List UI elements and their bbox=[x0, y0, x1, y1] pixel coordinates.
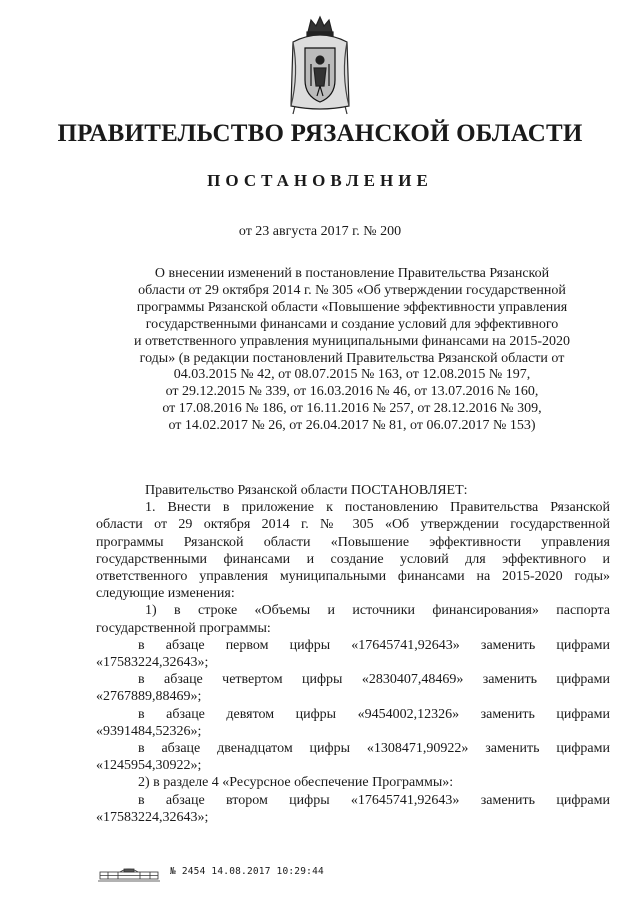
subject-line: государственными финансами и создание условий для эффективного bbox=[145, 316, 559, 332]
sub-item-value: «17583224,32643»; bbox=[96, 655, 209, 671]
subject-line: от 17.08.2016 № 186, от 16.11.2016 № 257, от 28.12.2016 № 309, bbox=[162, 401, 542, 417]
subject-line: от 14.02.2017 № 26, от 26.04.2017 № 81, от 06.07.2017 № 153) bbox=[168, 418, 536, 434]
sub-item-line: в абзаце втором цифры «17645741,92643» заменить цифрами bbox=[138, 792, 610, 808]
office-stamp-icon bbox=[94, 866, 164, 884]
government-title: ПРАВИТЕЛЬСТВО РЯЗАНСКОЙ ОБЛАСТИ bbox=[57, 120, 583, 147]
sub-item-value: «17583224,32643»; bbox=[96, 809, 209, 825]
subject-line: области от 29 октября 2014 г. № 305 «Об утверждении государственной bbox=[138, 282, 566, 298]
paragraph-line: государственными финансами и создание условий для эффективного и bbox=[96, 551, 610, 567]
subject-line: программы Рязанской области «Повышение эффективности управления bbox=[136, 299, 568, 315]
paragraph-line: 1. Внести в приложение к постановлению Правительства Рязанской bbox=[145, 500, 610, 516]
document-body bbox=[96, 482, 610, 826]
sub-item-line: в абзаце девятом цифры «9454002,12326» заменить цифрами bbox=[138, 706, 610, 722]
subject-line: от 29.12.2015 № 339, от 16.03.2016 № 46, от 13.07.2016 № 160, bbox=[165, 384, 539, 400]
sub-item-line: в абзаце первом цифры «17645741,92643» заменить цифрами bbox=[138, 637, 610, 653]
subject-line: и ответственного управления муниципальными финансами на 2015-2020 bbox=[133, 333, 571, 349]
sub-item-value: «1245954,30922»; bbox=[96, 758, 202, 774]
paragraph-line: области от 29 октября 2014 г. № 305 «Об утверждении государственной bbox=[96, 517, 610, 533]
subject-line: 04.03.2015 № 42, от 08.07.2015 № 163, от 12.08.2015 № 197, bbox=[173, 367, 531, 383]
subject-line: О внесении изменений в постановление Правительства Рязанской bbox=[154, 266, 550, 281]
list-item-line: 2) в разделе 4 «Ресурсное обеспечение Программы»: bbox=[138, 775, 454, 791]
sub-item-line: в абзаце двенадцатом цифры «1308471,90922» заменить цифрами bbox=[138, 741, 610, 757]
sub-item-value: «2767889,88469»; bbox=[96, 689, 202, 705]
subject-line: годы» (в редакции постановлений Правительства Рязанской области от bbox=[139, 350, 565, 366]
paragraph-line: ответственного управления муниципальными финансами на 2015-2020 годы» bbox=[96, 569, 610, 585]
registration-stamp: № 2454 14.08.2017 10:29:44 bbox=[170, 866, 324, 877]
ryazan-coat-of-arms-icon bbox=[287, 14, 353, 116]
list-item-line: 1) в строке «Объемы и источники финансирования» паспорта bbox=[145, 603, 610, 619]
sub-item-value: «9391484,52326»; bbox=[96, 723, 202, 739]
document-subject bbox=[100, 266, 604, 435]
document-type: ПОСТАНОВЛЕНИЕ bbox=[207, 171, 433, 190]
paragraph-line: программы Рязанской области «Повышение эффективности управления bbox=[96, 534, 610, 550]
paragraph-line: следующие изменения: bbox=[96, 586, 235, 602]
sub-item-line: в абзаце четвертом цифры «2830407,48469» заменить цифрами bbox=[138, 672, 610, 688]
decree-phrase: Правительство Рязанской области ПОСТАНОВЛЯЕТ: bbox=[145, 483, 468, 498]
document-date-number: от 23 августа 2017 г. № 200 bbox=[238, 224, 402, 239]
list-item-line: государственной программы: bbox=[96, 620, 271, 636]
